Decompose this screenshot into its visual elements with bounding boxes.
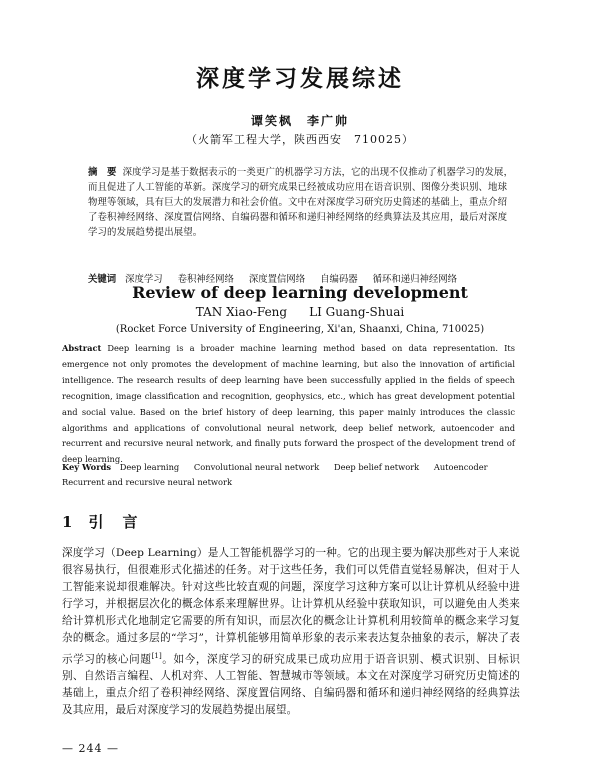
- section-number: 1: [62, 513, 75, 531]
- abstract-cn: [88, 165, 514, 240]
- keyword-cn: 深度学习: [125, 274, 163, 285]
- keyword-en: Autoencoder: [433, 462, 488, 472]
- affiliation-cn: （火箭军工程大学，陕西西安 710025）: [186, 133, 414, 146]
- keyword-cn: 深度置信网络: [248, 274, 306, 285]
- authors-cn: 谭笑枫 李广帅: [250, 114, 349, 128]
- author-en: LI Guang-Shuai: [309, 305, 405, 319]
- author-en: TAN Xiao-Feng: [195, 305, 288, 319]
- keywords-en: [62, 460, 515, 490]
- keyword-cn: 自编码器: [320, 274, 358, 285]
- abstract-cn-text: 深度学习是基于数据表示的一类更广的机器学习方法，它的出现不仅推动了机器学习的发展，而且促进了人工智能的革新。深度学习的研究成果已经被成功应用在语音识别、图像分类识别、地球物理等领域，具有巨大的发展潜力和社会价值。文中在对深度学习研究历史简述的基础上，重点介绍了卷积神经网络、深度置信网络、自编码器和循环和递归神经网络的经典算法及其应用，最后对深度学习的发展趋势提出展望。: [88, 167, 514, 239]
- section-body: [62, 545, 520, 719]
- keyword-cn: 循环和递归神经网络: [372, 274, 458, 285]
- body-text-part: 。如今，深度学习的研究成果已成功应用于语音识别、模式识别、目标识别、自然语言编程、人机对弈、人工智能、智慧城市等领域。本文在对深度学习研究历史简述的基础上，重点介绍了卷积神经网络、深度置信网络、自编码器和循环和递归神经网络的经典算法及其应用，最后对深度学习的发展趋势提出展望。: [62, 653, 520, 717]
- keyword-en: Deep learning: [119, 462, 180, 472]
- abstract-en-text: Deep learning is a broader machine learning method based on data representation. Its emergence not only promotes the development of machine learning, but also the innovation of artificial intelligence. The research results of deep learning have been successfully applied in the fields of speech recognition, image classification and recognition, geophysics, etc., which has great development potential and social value. Based on the brief history of deep learning, this paper mainly introduces the classic algorithms and applications of convolutional neural network, deep belief network, autoencoder and recurrent and recursive neural network, and finally puts forward the prospect of the development trend of deep learning.: [62, 343, 515, 465]
- abstract-cn-label: 摘 要: [88, 167, 117, 178]
- page-number: — 244 —: [62, 742, 119, 755]
- abstract-en-label: Abstract: [62, 343, 102, 353]
- authors-en: [0, 305, 600, 319]
- keywords-en-label: Key Words: [62, 462, 112, 472]
- body-text-part: 深度学习（Deep Learning）是人工智能机器学习的一种。它的出现主要为解决那些对于人来说很容易执行，但很难形式化描述的任务。对于这些任务，我们可以凭借直觉轻易解决，但对于人工智能来说却很难解决。针对这些比较直观的问题，深度学习这种方案可以让计算机从经验中进行学习，并根据层次化的概念体系来理解世界。让计算机从经验中获取知识，可以避免由人类来给计算机形式化地制定它需要的所有知识，而层次化的概念让计算机利用较简单的概念来学习复杂的概念。通过多层的“学习”，计算机能够用简单形象的表示来表达复杂抽象的表示，解决了表示学习的核心问题: [62, 547, 520, 666]
- keyword-cn: 卷积神经网络: [177, 274, 234, 285]
- paper-title-cn: 深度学习发展综述: [196, 66, 404, 92]
- keywords-cn-label: 关键词: [88, 274, 117, 285]
- keyword-en: Deep belief network: [333, 462, 420, 472]
- keyword-en: Recurrent and recursive neural network: [62, 477, 233, 487]
- abstract-en: [62, 341, 515, 468]
- section-heading: [62, 511, 139, 532]
- affiliation-en: (Rocket Force University of Engineering, Xi'an, Shaanxi, China, 710025): [115, 324, 485, 335]
- keyword-en: Convolutional neural network: [193, 462, 320, 472]
- paper-title-en: Review of deep learning development: [132, 283, 468, 302]
- citation-ref: [1]: [151, 651, 162, 660]
- section-title: 引 言: [88, 513, 140, 531]
